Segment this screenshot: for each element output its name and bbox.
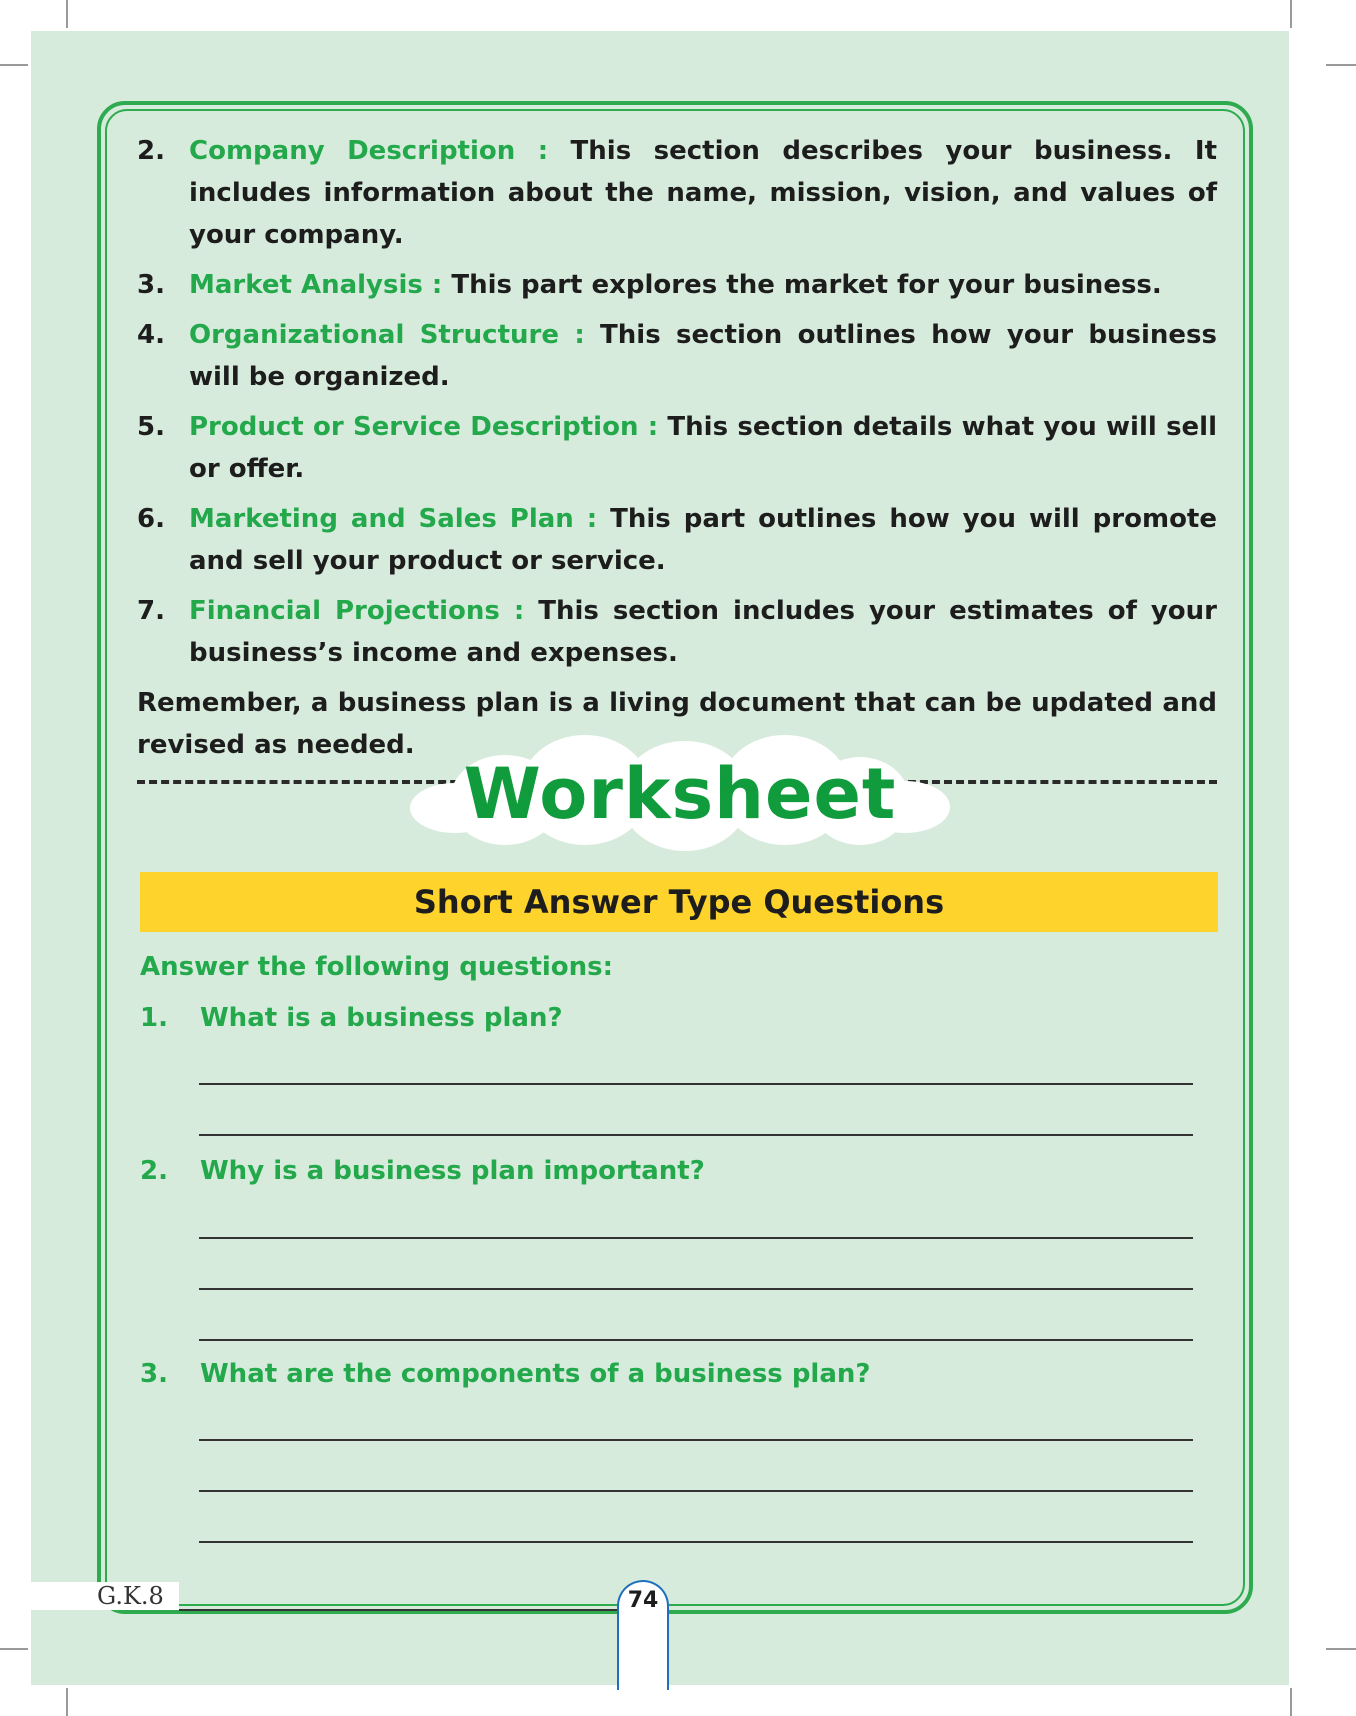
crop-mark xyxy=(1326,64,1356,66)
question xyxy=(140,1359,870,1389)
list-item xyxy=(137,314,1217,398)
answer-line[interactable] xyxy=(199,1134,1193,1136)
question xyxy=(140,1156,705,1186)
list-item xyxy=(137,406,1217,490)
item-number: 6. xyxy=(137,504,165,534)
content-area xyxy=(137,130,1217,784)
answer-line[interactable] xyxy=(199,1237,1193,1239)
item-number: 7. xyxy=(137,596,165,626)
question-text: What is a business plan? xyxy=(200,1003,563,1033)
question xyxy=(140,1003,563,1033)
list-item xyxy=(137,590,1217,674)
item-text: This part outlines how you will promote and sell your product or service. xyxy=(189,504,1217,576)
crop-mark xyxy=(66,1688,68,1716)
item-term: Market Analysis : xyxy=(189,270,443,300)
worksheet-title: Worksheet xyxy=(463,753,897,835)
section-banner: Short Answer Type Questions xyxy=(140,872,1218,932)
item-number: 4. xyxy=(137,320,165,350)
item-text: This part explores the market for your business. xyxy=(442,270,1162,300)
crop-mark xyxy=(0,1648,28,1650)
item-number: 2. xyxy=(137,136,165,166)
list-item xyxy=(137,498,1217,582)
item-term: Organizational Structure : xyxy=(189,320,585,350)
question-number: 2. xyxy=(140,1156,168,1186)
item-text: This section includes your estimates of your business’s income and expenses. xyxy=(189,596,1217,668)
item-term: Financial Projections : xyxy=(189,596,525,626)
footer-rule xyxy=(179,1609,619,1611)
instruction: Answer the following questions: xyxy=(140,952,614,982)
list-item xyxy=(137,130,1217,256)
question-number: 3. xyxy=(140,1359,168,1389)
crop-mark xyxy=(1290,0,1292,28)
item-term: Company Description : xyxy=(189,136,549,166)
crop-mark xyxy=(1290,1688,1292,1716)
answer-line[interactable] xyxy=(199,1083,1193,1085)
worksheet-cloud xyxy=(410,735,950,855)
question-number: 1. xyxy=(140,1003,168,1033)
item-term: Product or Service Description : xyxy=(189,412,659,442)
item-text: This section outlines how your business will be organized. xyxy=(189,320,1217,392)
crop-mark xyxy=(1326,1648,1356,1650)
answer-line[interactable] xyxy=(199,1541,1193,1543)
crop-mark xyxy=(0,64,28,66)
page-number: 74 xyxy=(627,1588,659,1613)
question-text: Why is a business plan important? xyxy=(200,1156,705,1186)
answer-line[interactable] xyxy=(199,1288,1193,1290)
question-text: What are the components of a business plan? xyxy=(200,1359,871,1389)
item-text: This section details what you will sell or offer. xyxy=(189,412,1217,484)
item-number: 5. xyxy=(137,412,165,442)
crop-mark xyxy=(66,0,68,28)
answer-line[interactable] xyxy=(199,1339,1193,1341)
page-number-tab xyxy=(617,1580,669,1690)
book-label: G.K.8 xyxy=(31,1582,179,1610)
remember-note: Remember, a business plan is a living document that can be updated and revised as needed. xyxy=(137,688,1217,760)
item-number: 3. xyxy=(137,270,165,300)
list-item xyxy=(137,264,1217,306)
answer-line[interactable] xyxy=(199,1439,1193,1441)
answer-line[interactable] xyxy=(199,1490,1193,1492)
item-term: Marketing and Sales Plan : xyxy=(189,504,598,534)
item-text: This section describes your business. It includes information about the name, mission, vision, and values of your company. xyxy=(189,136,1217,250)
